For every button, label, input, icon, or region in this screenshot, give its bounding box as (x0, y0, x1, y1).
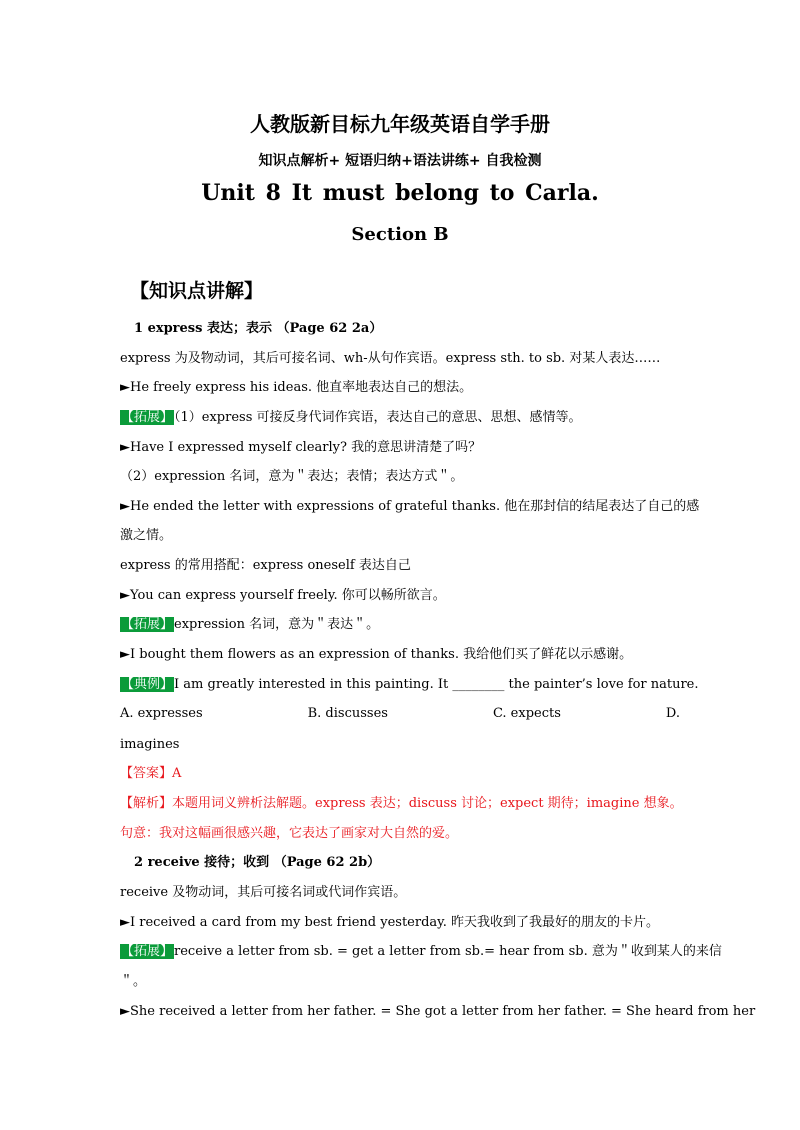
text-line: receive 及物动词，其后可接名词或代词作宾语。 (120, 885, 407, 900)
document-title: 人教版新目标九年级英语自学手册 (250, 112, 550, 136)
extension-text: （1）express 可接反身代词作宾语，表达自己的意思、思想、感情等。 (174, 410, 582, 425)
answer-line: 【答案】A (120, 766, 182, 781)
extension-tag: 【拓展】 (121, 944, 174, 959)
extension-text: receive a letter from sb. = get a letter from sb.= hear from sb. 意为＂收到某人的来信 (174, 944, 722, 959)
answer-options (120, 705, 680, 723)
example-line: ►She received a letter from her father. = She got a letter from her father. = She heard from her (120, 1004, 756, 1019)
analysis-line: 【解析】本题用词义辨析法解题。express 表达；discuss 讨论；expect 期待；imagine 想象。 (120, 796, 683, 811)
example-line: ►I received a card from my best friend yesterday. 昨天我收到了我最好的朋友的卡片。 (120, 915, 660, 930)
extension-tag: 【拓展】 (121, 410, 174, 425)
text-line: express 为及物动词，其后可接名词、wh-从句作宾语。express sth. to sb. 对某人表达…… (120, 351, 661, 366)
option-d: D. (665, 706, 680, 721)
text-line: （2）expression 名词，意为＂表达；表情；表达方式＂。 (120, 469, 464, 484)
example-line: ►You can express yourself freely. 你可以畅所欲言。 (120, 588, 446, 603)
text-line: 激之情。 (120, 528, 173, 543)
knowledge-section-heading: 【知识点讲解】 (130, 280, 264, 302)
text-line: ＂。 (120, 974, 147, 989)
extension-line (120, 616, 680, 634)
example-line: ►Have I expressed myself clearly? 我的意思讲清楚了吗？ (120, 440, 482, 455)
section-title: Section B (351, 224, 449, 245)
option-d-text: imagines (120, 737, 180, 752)
text-line: express 的常用搭配：express oneself 表达自己 (120, 558, 411, 573)
typical-example-tag: 【典例】 (121, 677, 174, 692)
analysis-line: 句意：我对这幅画很感兴趣，它表达了画家对大自然的爱。 (120, 826, 459, 841)
example-line: ►He ended the letter with expressions of grateful thanks. 他在那封信的结尾表达了自己的感 (120, 499, 700, 514)
extension-tag: 【拓展】 (121, 617, 174, 632)
point-heading-express: 1 express 表达；表示 （Page 62 2a） (134, 321, 383, 336)
unit-title: Unit 8 It must belong to Carla. (201, 180, 599, 206)
extension-line (120, 409, 680, 427)
extension-text: expression 名词，意为＂表达＂。 (174, 617, 380, 632)
option-c: C. expects (492, 706, 561, 721)
example-line: ►He freely express his ideas. 他直率地表达自己的想法。 (120, 380, 473, 395)
extension-line (120, 943, 722, 961)
example-line: ►I bought them flowers as an expression of thanks. 我给他们买了鲜花以示感谢。 (120, 647, 633, 662)
option-a: A. expresses (120, 706, 203, 721)
question-text: I am greatly interested in this painting. It ________ the painter’s love for nature. (174, 677, 699, 692)
option-b: B. discusses (307, 706, 388, 721)
point-heading-receive: 2 receive 接待；收到 （Page 62 2b） (134, 855, 381, 870)
document-subtitle: 知识点解析+ 短语归纳+语法讲练+ 自我检测 (258, 153, 542, 169)
typical-example-line (120, 676, 699, 694)
